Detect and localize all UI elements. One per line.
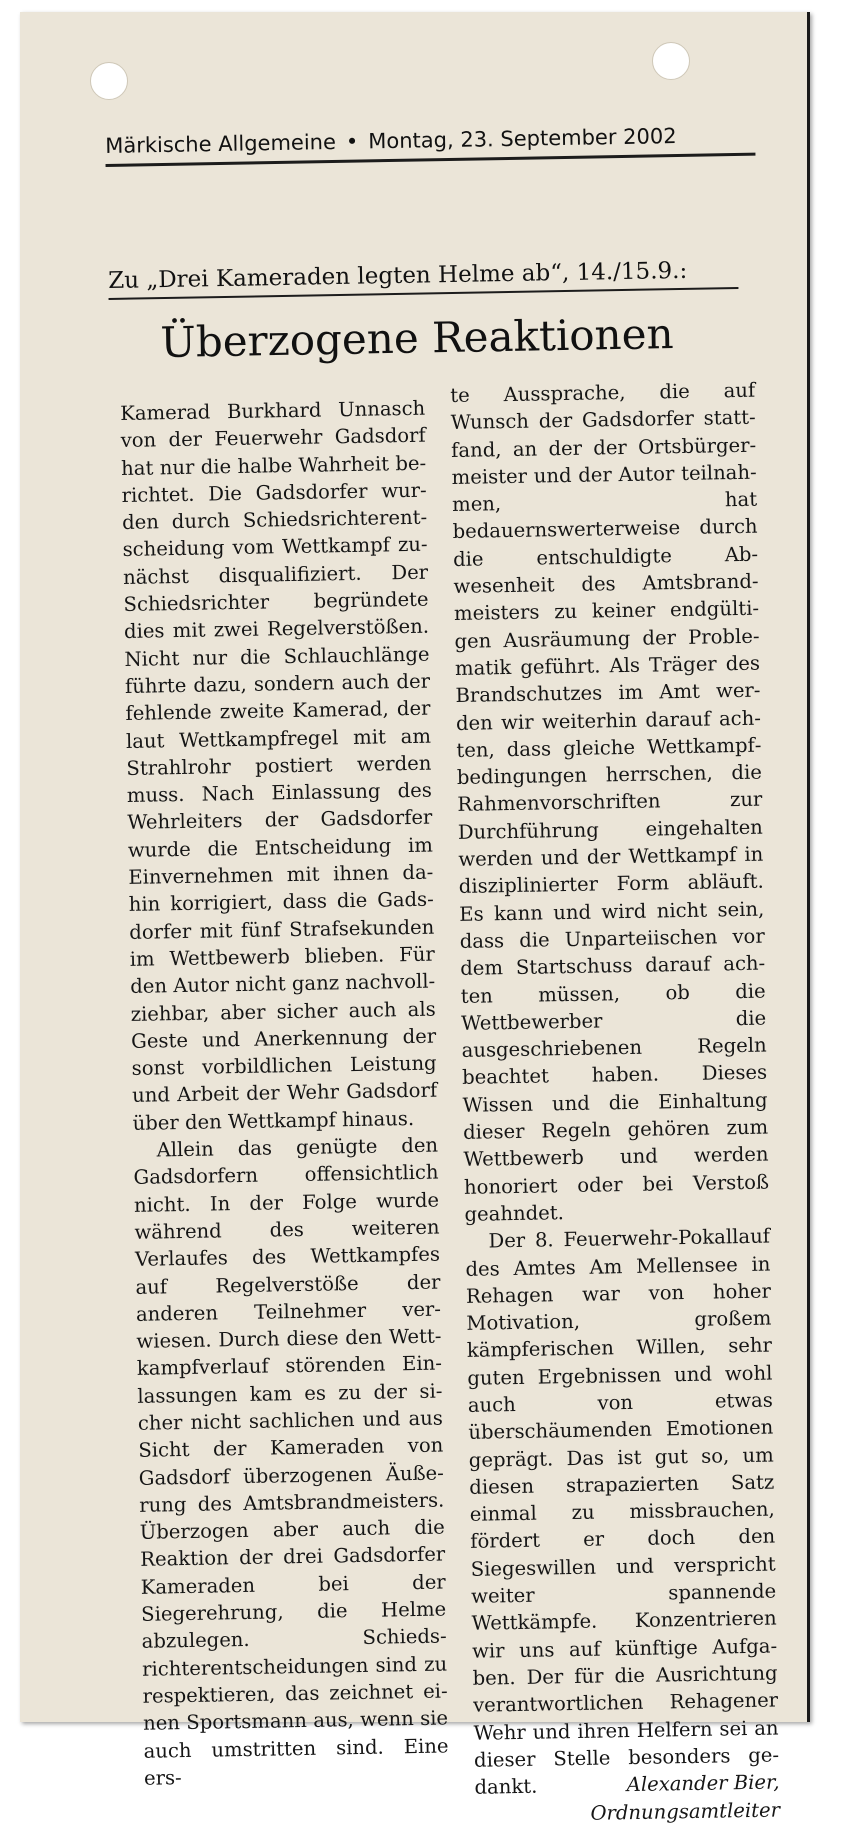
punch-hole-left bbox=[90, 62, 128, 100]
column-2-paragraph-2: Der 8. Feuerwehr-Pokallauf des Amtes Am Mellensee in Rehagen war von hoher Motivation, großem kämpferischen Willen, sehr guten Ergebnissen und wohl auch von etwas überschäumenden Emotionen geprägt. Das ist gut so, um diesen strapazierten Satz einmal zu missbrauchen, fördert er doch den Siegeswillen und verspricht weiter spannende Wettkämpfe. Konzentrieren wir uns auf künftige Aufgaben. Der für die Ausrichtung verantwortlichen Rehagener Wehr und ihren Helfern sei an dieser Stelle besonders gedankt. bbox=[465, 1224, 780, 1799]
punch-hole-right bbox=[652, 42, 690, 80]
masthead bbox=[105, 123, 755, 167]
paper-name: Märkische Allgemeine bbox=[105, 129, 337, 158]
article-column-2 bbox=[450, 377, 780, 1829]
article-headline: Überzogene Reaktionen bbox=[160, 309, 674, 367]
column-1-paragraph-1: Kamerad Burkhard Unnasch von der Feuerwehr Gadsdorf hat nur die halbe Wahrheit berichtet. Die Gadsdorfer wurden durch Schiedsrichterentscheidung vom Wettkampf zunächst disqualifiziert. Der Schiedsrichter begründete dies mit zwei Regelverstößen. Nicht nur die Schlauchlänge führte dazu, sondern auch der fehlende zweite Kamerad, der laut Wettkampfregel mit am Strahlrohr postiert werden muss. Nach Einlassung des Wehrleiters der Gadsdorfer wurde die Entscheidung im Einvernehmen mit ihnen dahin korrigiert, dass die Gadsdorfer mit fünf Strafsekunden im Wettbewerb blieben. Für den Autor nicht ganz nachvollziehbar, aber sicher auch als Geste und Anerkennung der sonst vorbildlichen Leistung und Arbeit der Wehr Gadsdorf über den Wettkampf hinaus. bbox=[120, 396, 438, 1135]
newspaper-clipping bbox=[20, 12, 810, 1825]
issue-date: Montag, 23. September 2002 bbox=[368, 124, 677, 154]
author-name: Alexander Bier, bbox=[626, 1770, 780, 1797]
column-1-paragraph-2: Allein das genügte den Gadsdorfern offensichtlich nicht. In der Folge wurde während des weiteren Verlaufes des Wettkampfes auf Regelverstöße der anderen Teilnehmer verwiesen. Durch diese den Wettkampfverlauf störenden Einlassungen kam es zu der sicher nicht sachlichen und aus Sicht der Kameraden von Gadsdorf überzogenen Äußerung des Amtsbrandmeisters. Überzogen aber auch die Reaktion der drei Gadsdorfer Kameraden bei der Siegerehrung, die Helme abzulegen. Schiedsrichterentscheidungen sind zu respektieren, das zeichnet einen Sportsmann aus, wenn sie auch umstritten sind. Eine ers- bbox=[133, 1133, 449, 1790]
article-reference: Zu „Drei Kameraden legten Helme ab“, 14./15.9.: bbox=[108, 257, 738, 300]
column-2-paragraph-1: te Aussprache, die auf Wunsch der Gadsdorfer stattfand, an der der Ortsbürgermeister und der Autor teilnahmen, hat bedauernswerterweise durch die entschuldigte Abwesenheit des Amtsbrandmeisters zu keiner endgültigen Ausräumung der Problematik geführt. Als Träger des Brandschutzes im Amt werden wir weiterhin darauf achten, dass gleiche Wettkampfbedingungen herrschen, die Rahmenvorschriften zur Durchführung eingehalten werden und der Wettkampf in disziplinierter Form abläuft. Es kann und wird nicht sein, dass die Unparteiischen vor dem Startschuss darauf achten müssen, ob die Wettbewerber die ausgeschriebenen Regeln beachtet haben. Dieses Wissen und die Einhaltung dieser Regeln gehören zum Wettbewerb und werden honoriert oder bei Verstoß geahndet. bbox=[450, 378, 770, 1226]
author-role: Ordnungsamtleiter bbox=[590, 1798, 781, 1825]
masthead-separator: • bbox=[345, 129, 359, 154]
article-column-1 bbox=[120, 395, 449, 1792]
